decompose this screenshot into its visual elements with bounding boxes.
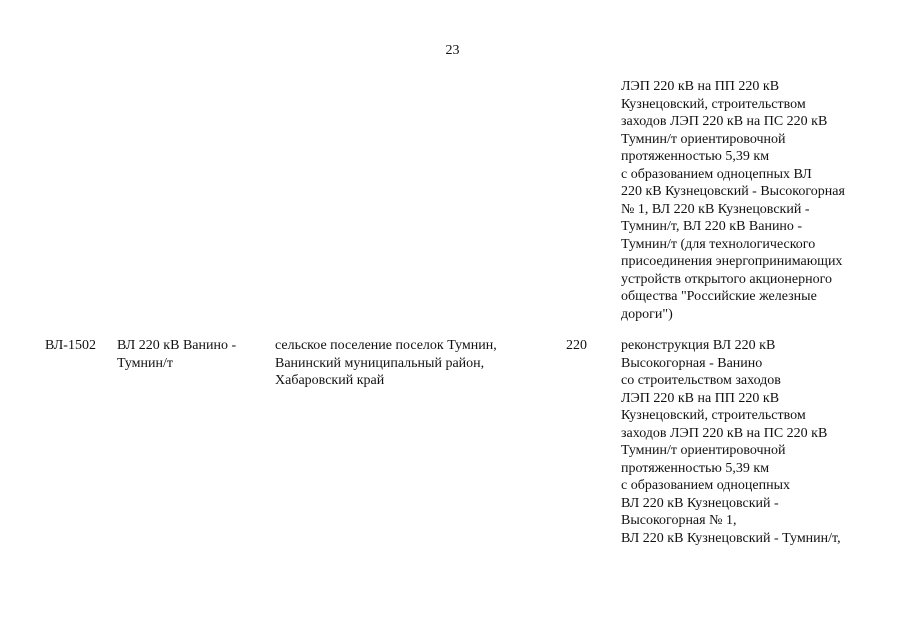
description-cell: реконструкция ВЛ 220 кВ Высокогорная - Ванино со строительством заходов ЛЭП 220 кВ на ПП 220 кВ Кузнецовский, строительством заходов ЛЭП 220 кВ на ПС 220 кВ Тумнин/т ориентировочной протяженностью 5,39 км с образованием одноцепных ВЛ 220 кВ Кузнецовский - Высокогорная № 1, ВЛ 220 кВ Кузнецовский - Тумнин/т,	[621, 338, 841, 546]
voltage-cell: 220	[566, 338, 587, 353]
page-number: 23	[445, 43, 460, 58]
object-name-cell: ВЛ 220 кВ Ванино - Тумнин/т	[117, 338, 237, 371]
location-cell: сельское поселение поселок Тумнин, Ванинский муниципальный район, Хабаровский край	[275, 338, 497, 388]
object-code-cell: ВЛ-1502	[45, 338, 96, 353]
continuation-description-cell: ЛЭП 220 кВ на ПП 220 кВ Кузнецовский, строительством заходов ЛЭП 220 кВ на ПС 220 кВ Тумнин/т ориентировочной протяженностью 5,39 км с образованием одноцепных ВЛ 220 кВ Кузнецовский - Высокогорная № 1, ВЛ 220 кВ Кузнецовский - Тумнин/т, ВЛ 220 кВ Ванино - Тумнин/т (для технологического присоединения энергопринимающих устройств открытого акционерного общества "Российские железные дороги")	[621, 79, 845, 322]
